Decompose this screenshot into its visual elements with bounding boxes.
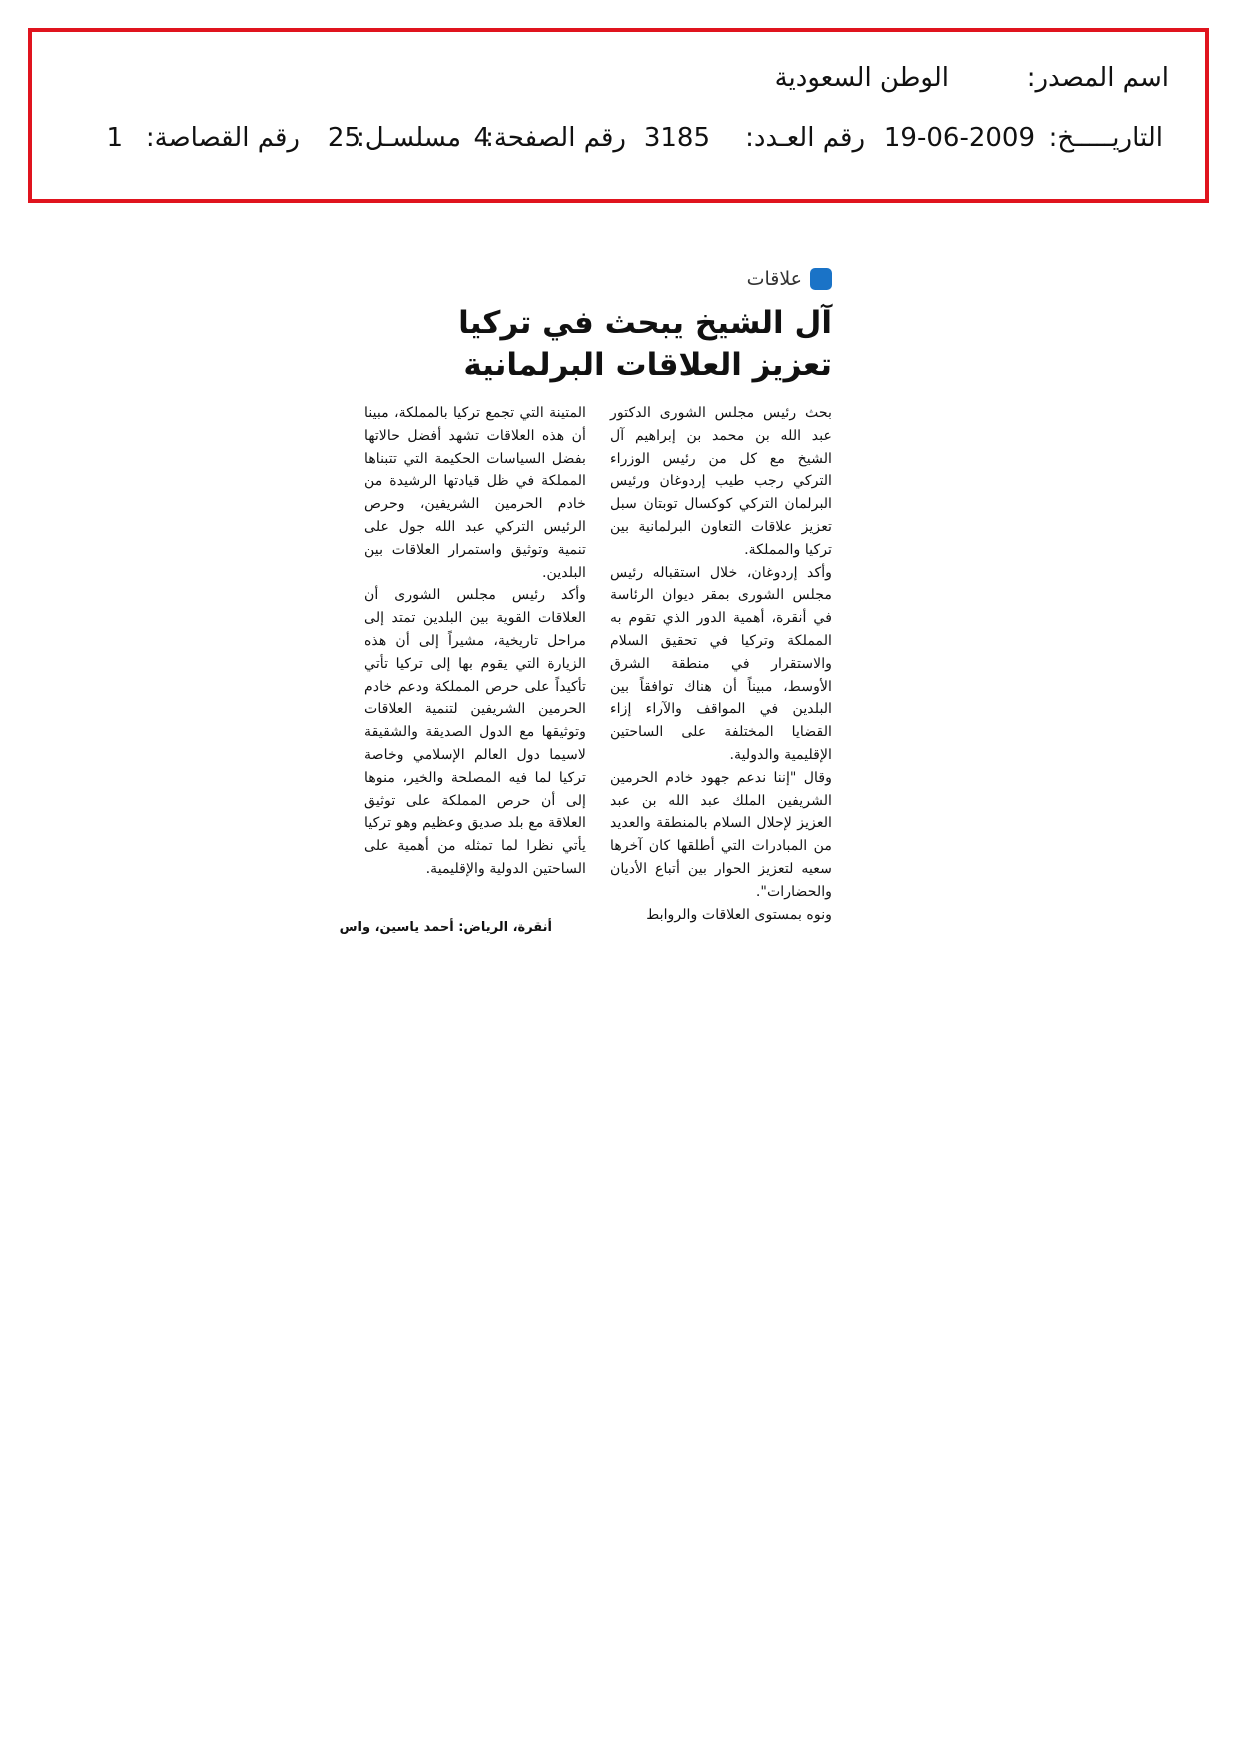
paragraph: المتينة التي تجمع تركيا بالمملكة، مبينا أن هذه العلاقات تشهد أفضل حالاتها بفضل السياسات الحكيمة التي تتبناها المملكة في ظل قيادتها الرشيدة من خادم الحرمين الشريفين، وحرص الرئيس التركي عبد الله جول على تنمية وتوثيق واستمرار العلاقات بين البلدين. bbox=[364, 405, 586, 581]
serial-label: مسلسـل: bbox=[356, 123, 461, 153]
paragraph: بحث رئيس مجلس الشورى الدكتور عبد الله بن محمد بن إبراهيم آل الشيخ مع كل من رئيس الوزراء التركي رجب طيب إردوغان ورئيس البرلمان التركي كوكسال توبتان سبل تعزيز علاقات التعاون البرلمانية بين تركيا والمملكة. bbox=[610, 405, 832, 558]
headline-line-1: آل الشيخ يبحث في تركيا bbox=[458, 305, 832, 341]
paragraph: وأكد رئيس مجلس الشورى أن العلاقات القوية بين البلدين تمتد إلى مراحل تاريخية، مشيراً إلى أن هذه الزيارة التي يقوم بها إلى تركيا تأتي تأكيداً على حرص المملكة ودعم خادم الحرمين الشريفين لتنمية العلاقات وتوثيقها مع الدول الصديقة والشقيقة لاسيما دول العالم الإسلامي وخاصة تركيا لما فيه المصلحة والخير، منوها إلى أن حرص المملكة على توثيق العلاقة مع بلد صديق وعظيم وهو تركيا يأتي نظرا لما تمثله من أهمية على الساحتين الدولية والإقليمية. bbox=[364, 587, 586, 877]
article-column-1 bbox=[610, 402, 832, 926]
headline-line-2: تعزيز العلاقات البرلمانية bbox=[463, 347, 832, 383]
section-marker-icon bbox=[810, 268, 832, 290]
clip-value: 1 bbox=[106, 123, 123, 153]
clipping-metadata-box bbox=[28, 28, 1209, 203]
page-value: 4 bbox=[473, 123, 490, 153]
article-byline: أنقرة، الرياض: أحمد ياسين، واس bbox=[339, 920, 552, 935]
paragraph: ونوه بمستوى العلاقات والروابط bbox=[646, 906, 832, 923]
issue-label: رقم العـدد: bbox=[745, 123, 865, 153]
date-value: 19-06-2009 bbox=[883, 123, 1035, 153]
article-headline bbox=[412, 302, 832, 386]
article-column-2 bbox=[364, 402, 586, 881]
paragraph: وقال "إننا ندعم جهود خادم الحرمين الشريفين الملك عبد الله بن عبد العزيز لإحلال السلام بالمنطقة والعديد من المبادرات التي أطلقها كان آخرها سعيه لتعزيز الحوار بين أتباع الأديان والحضارات". bbox=[610, 769, 832, 900]
paragraph: وأكد إردوغان، خلال استقباله رئيس مجلس الشورى بمقر ديوان الرئاسة في أنقرة، أهمية الدور الذي تقوم به المملكة وتركيا في تحقيق السلام والاستقرار في منطقة الشرق الأوسط، مبيناً أن هناك توافقاً بين البلدين في المواقف والآراء إزاء القضايا المختلفة على الساحتين الإقليمية والدولية. bbox=[610, 564, 832, 763]
source-label: اسم المصدر: bbox=[1026, 63, 1169, 93]
issue-value: 3185 bbox=[643, 123, 710, 153]
page-label: رقم الصفحة: bbox=[485, 123, 626, 153]
section-label: علاقات bbox=[746, 268, 802, 290]
serial-value: 25 bbox=[327, 123, 361, 153]
clip-label: رقم القصاصة: bbox=[145, 123, 300, 153]
section-tag bbox=[747, 268, 832, 290]
source-value: الوطن السعودية bbox=[774, 63, 949, 93]
date-label: التاريـــــخ: bbox=[1048, 123, 1163, 153]
